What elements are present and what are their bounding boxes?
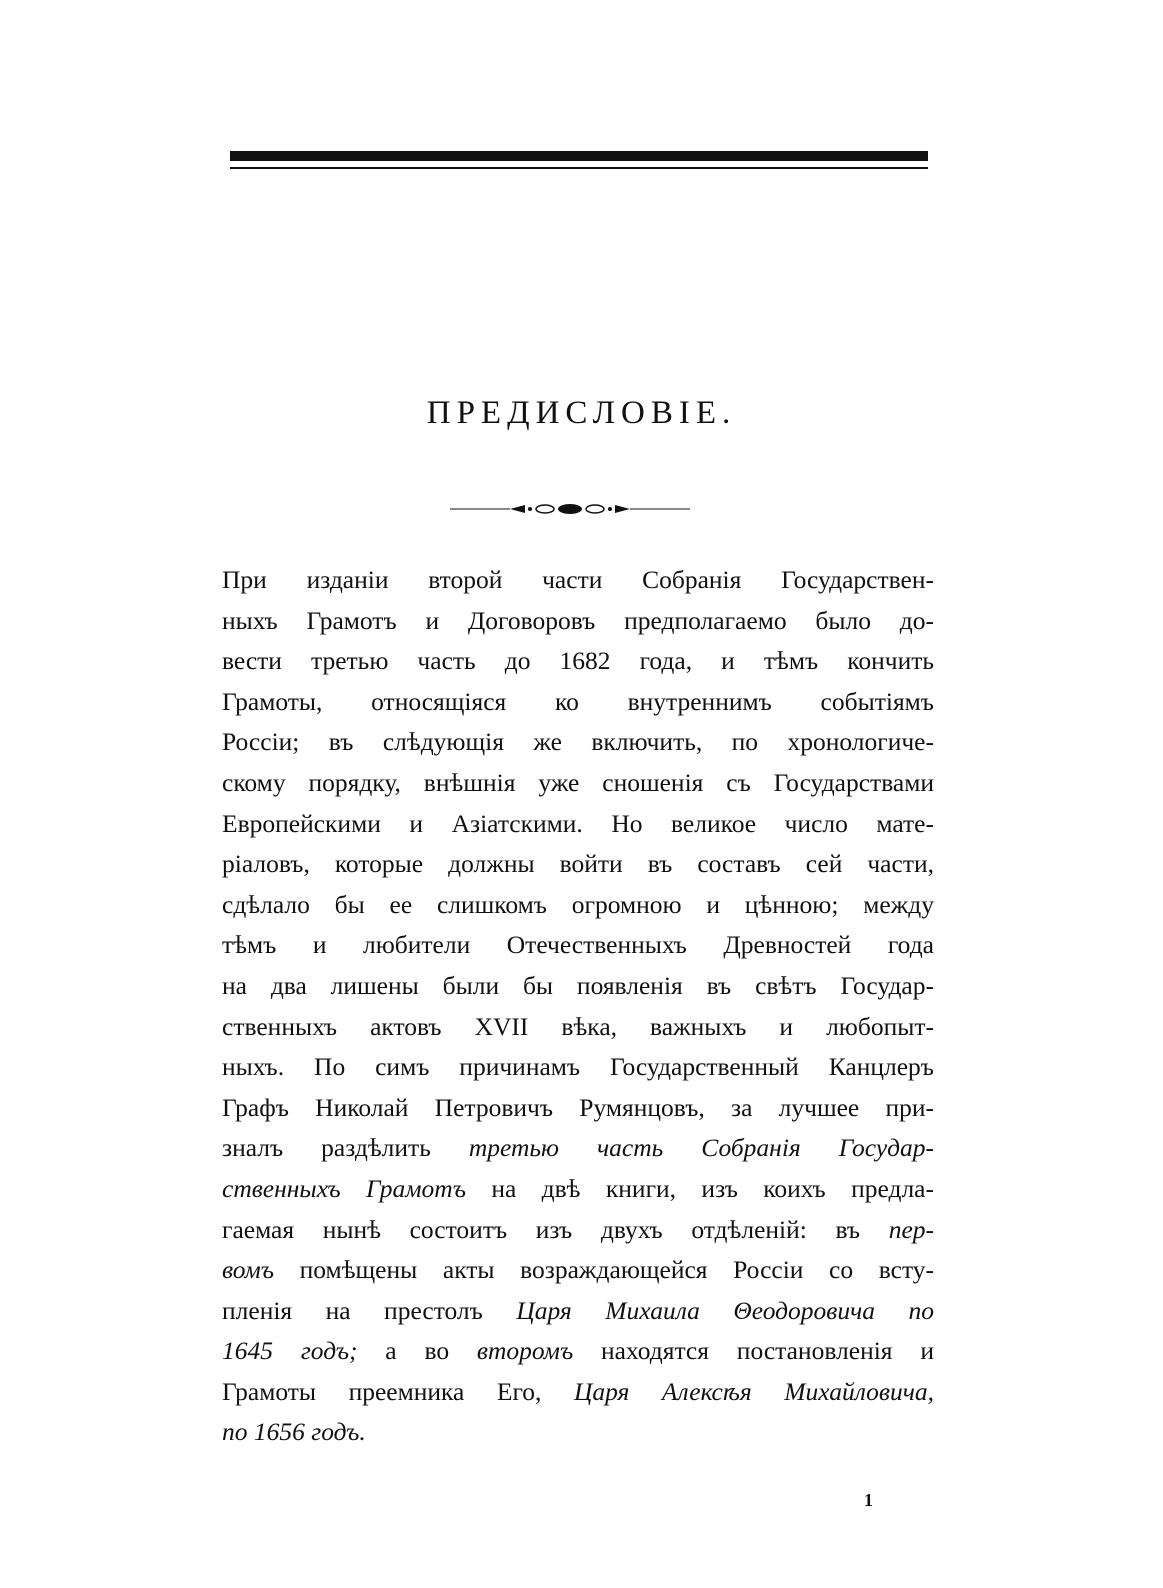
text-segment: вести третью часть до 1682 года, и тѣмъ кончить xyxy=(222,646,934,676)
text-segment: гаемая нынѣ состоитъ изъ двухъ отдѣленій: въ xyxy=(222,1214,889,1244)
text-segment: ныхъ Грамотъ и Договоровъ предполагаемо было до- xyxy=(222,605,934,635)
text-segment: на два лишены были бы появленія въ свѣтъ Государ- xyxy=(222,970,934,1000)
italic-segment: второмъ xyxy=(476,1336,574,1366)
text-segment: находятся постановленія и xyxy=(573,1336,935,1366)
text-segment: пленія на престолъ xyxy=(222,1295,517,1325)
ornament-divider-icon xyxy=(450,500,690,518)
text-segment: Грамоты преемника Его, xyxy=(222,1376,574,1406)
text-line xyxy=(222,966,934,1007)
text-segment: сдѣлало бы ее слишкомъ огромною и цѣнною; между xyxy=(222,889,934,919)
text-segment: ныхъ. По симъ причинамъ Государственный Канцлеръ xyxy=(222,1052,934,1082)
text-line xyxy=(222,885,934,926)
text-segment: тѣмъ и любители Отечественныхъ Древностей года xyxy=(222,930,934,960)
text-segment: зналъ раздѣлить xyxy=(222,1133,469,1163)
text-segment: а во xyxy=(357,1336,477,1366)
text-segment: Европейскими и Азіатскими. Но великое число мате- xyxy=(222,808,934,838)
text-line xyxy=(222,1128,934,1169)
text-line xyxy=(222,682,934,723)
top-thick-rule xyxy=(230,151,928,161)
text-line xyxy=(222,1169,934,1210)
text-segment: на двѣ книги, изъ коихъ предла- xyxy=(465,1173,934,1203)
text-line xyxy=(222,1331,934,1372)
text-line xyxy=(222,1372,934,1413)
text-line xyxy=(222,1210,934,1251)
text-segment: скому порядку, внѣшнія уже сношенія съ Государствами xyxy=(222,767,934,797)
text-line xyxy=(222,1412,934,1453)
text-segment: Грамоты, относящіяся ко внутреннимъ событіямъ xyxy=(222,686,934,716)
text-line xyxy=(222,925,934,966)
text-line xyxy=(222,1007,934,1048)
italic-segment: ственныхъ Грамотъ xyxy=(222,1173,466,1203)
text-line xyxy=(222,1088,934,1129)
top-thin-rule xyxy=(230,167,928,169)
text-line xyxy=(222,804,934,845)
page-number: 1 xyxy=(864,1490,873,1510)
text-line xyxy=(222,641,934,682)
text-segment: ственныхъ актовъ XVII вѣка, важныхъ и любопыт- xyxy=(222,1011,934,1041)
preface-text xyxy=(222,560,934,1453)
italic-segment: вомъ xyxy=(222,1255,275,1285)
text-segment: Россіи; въ слѣдующія же включить, по хронологиче- xyxy=(222,727,934,757)
page-title: ПРЕДИСЛОВІЕ. xyxy=(426,395,737,431)
text-line xyxy=(222,722,934,763)
text-segment: При изданіи второй части Собранія Государствен- xyxy=(222,565,934,594)
text-segment: ріаловъ, которые должны войти въ составъ сей части, xyxy=(222,849,934,879)
text-segment: помѣщены акты возраждающейся Россіи со всту- xyxy=(274,1255,934,1285)
italic-segment: третью часть Собранія Государ- xyxy=(468,1133,934,1163)
text-segment: Графъ Николай Петровичъ Румянцовъ, за лучшее при- xyxy=(222,1092,934,1122)
italic-segment: пер- xyxy=(888,1214,934,1244)
italic-segment: Царя Михаила Θеодоровича по xyxy=(516,1295,935,1325)
text-line xyxy=(222,601,934,642)
text-line xyxy=(222,1250,934,1291)
text-line xyxy=(222,763,934,804)
text-line xyxy=(222,1291,934,1332)
italic-segment: по 1656 годъ. xyxy=(222,1417,366,1447)
italic-segment: Царя Алексѣя Михайловича, xyxy=(573,1376,935,1406)
text-line xyxy=(222,844,934,885)
text-line xyxy=(222,560,934,601)
italic-segment: 1645 годъ; xyxy=(222,1336,358,1366)
text-line xyxy=(222,1047,934,1088)
